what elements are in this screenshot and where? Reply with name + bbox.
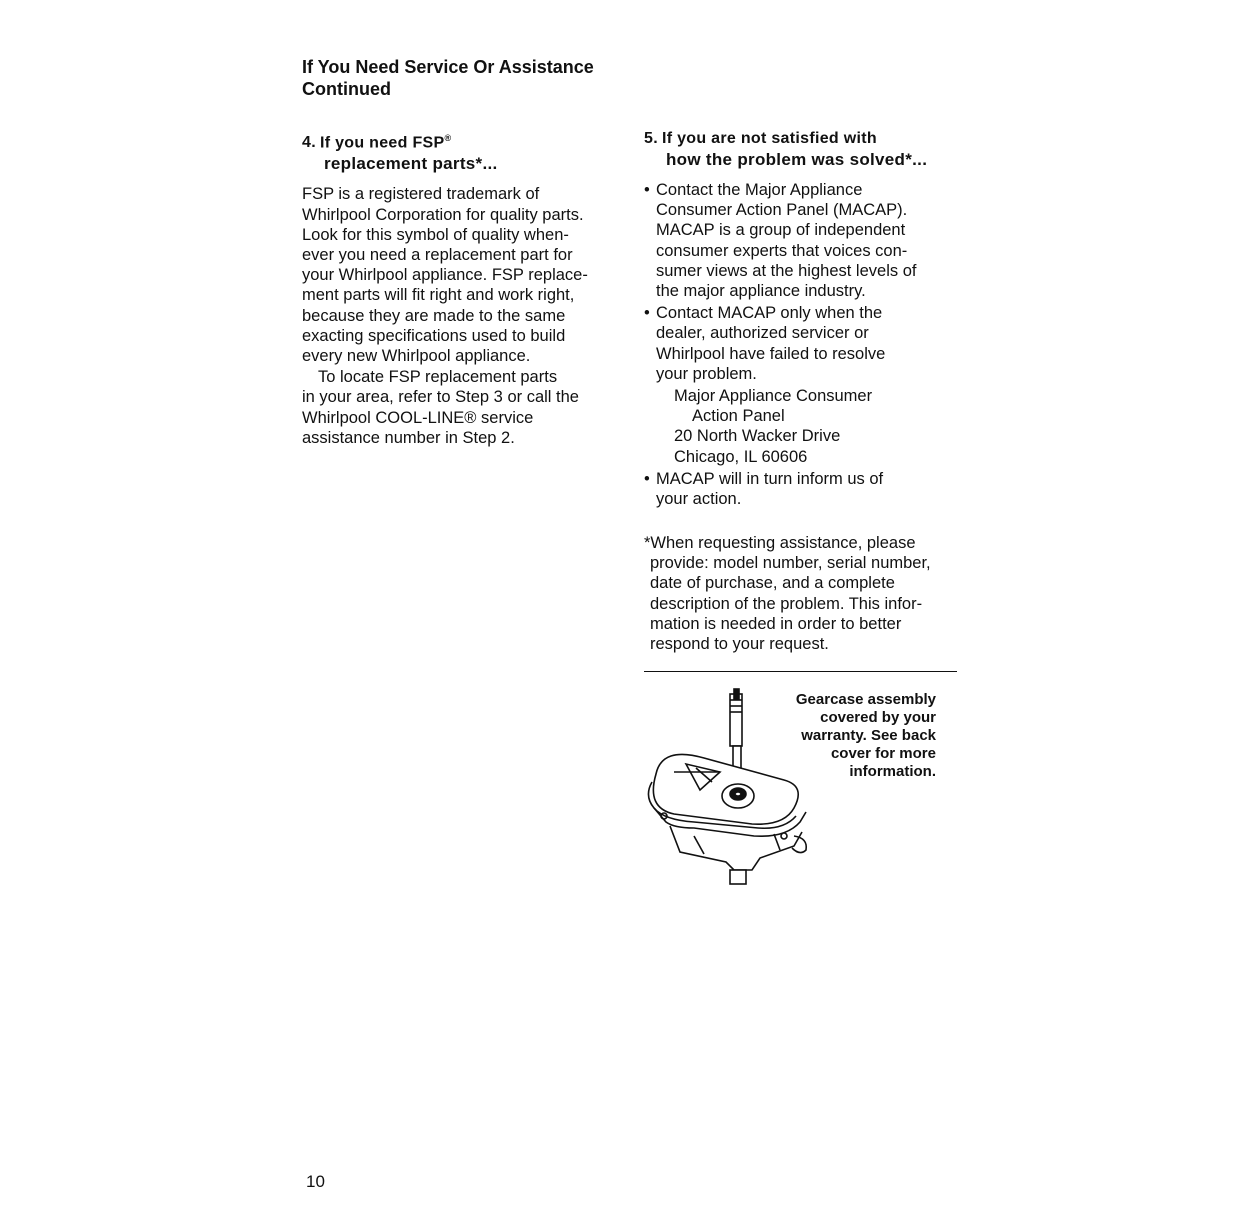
body-line: exacting specifications used to build bbox=[302, 326, 566, 345]
section-5-title-line2: how the problem was solved*... bbox=[666, 150, 928, 169]
note-line: *When requesting assistance, please bbox=[644, 534, 916, 552]
bullet-line: the major appliance industry. bbox=[656, 282, 866, 301]
body-line: your Whirlpool appliance. FSP replace- bbox=[302, 266, 588, 285]
page-header bbox=[302, 56, 594, 100]
assistance-footnote bbox=[644, 533, 959, 654]
gearcase-caption bbox=[770, 691, 936, 781]
note-line: date of purchase, and a complete bbox=[650, 574, 895, 593]
address-line: Major Appliance Consumer bbox=[674, 387, 873, 406]
section-4-title-line1: If you need FSP bbox=[319, 134, 445, 152]
address-line: Chicago, IL 60606 bbox=[674, 447, 808, 466]
bullet-line: Consumer Action Panel (MACAP). bbox=[656, 201, 908, 220]
body-line: assistance number in Step 2. bbox=[302, 428, 515, 447]
note-line: provide: model number, serial number, bbox=[650, 554, 931, 573]
section-5-number: 5. bbox=[644, 130, 658, 147]
bullet-line: sumer views at the highest levels of bbox=[656, 261, 917, 280]
bullet-line: your action. bbox=[656, 490, 742, 509]
bullet-line: • Contact the Major Appliance bbox=[656, 181, 863, 199]
page-header-continued: Continued bbox=[302, 79, 391, 99]
section-5-heading bbox=[644, 128, 964, 170]
caption-line: information. bbox=[849, 763, 936, 780]
bullet-line: consumer experts that voices con- bbox=[656, 241, 908, 260]
page-header-title: If You Need Service Or Assistance bbox=[302, 57, 594, 77]
body-line: ever you need a replacement part for bbox=[302, 245, 573, 264]
section-4-body bbox=[302, 184, 622, 366]
registered-mark: ® bbox=[444, 133, 452, 143]
section-4-title-line2: replacement parts*... bbox=[324, 154, 498, 174]
caption-line: cover for more bbox=[830, 745, 936, 762]
address-line: Action Panel bbox=[692, 407, 785, 426]
bullet-line: dealer, authorized servicer or bbox=[656, 324, 869, 343]
section-5 bbox=[644, 128, 964, 511]
body-line: FSP is a registered trademark of bbox=[302, 185, 540, 204]
bullet-line: MACAP is a group of independent bbox=[656, 221, 906, 240]
section-4-body-2 bbox=[302, 367, 622, 448]
section-5-title-line1: If you are not satisfied with bbox=[661, 130, 877, 147]
body-line: because they are made to the same bbox=[302, 306, 566, 325]
body-line: every new Whirlpool appliance. bbox=[302, 346, 531, 365]
list-item bbox=[644, 469, 964, 509]
list-item bbox=[644, 303, 964, 384]
section-4-number: 4. bbox=[302, 134, 316, 152]
page-number: 10 bbox=[306, 1172, 325, 1191]
divider bbox=[644, 671, 957, 672]
bullet-line: • Contact MACAP only when the bbox=[656, 304, 883, 323]
body-line: Whirlpool COOL-LINE® service bbox=[302, 408, 534, 427]
address-line: 20 North Wacker Drive bbox=[674, 427, 841, 446]
note-line: description of the problem. This infor- bbox=[650, 594, 923, 613]
macap-address bbox=[644, 386, 964, 467]
section-4-heading bbox=[302, 128, 622, 174]
note-line: mation is needed in order to better bbox=[650, 614, 902, 633]
body-line: Whirlpool Corporation for quality parts. bbox=[302, 205, 584, 224]
bullet-line: • MACAP will in turn inform us of bbox=[656, 469, 884, 488]
body-line: ment parts will fit right and work right, bbox=[302, 286, 575, 305]
caption-line: covered by your bbox=[820, 709, 936, 726]
body-line: Look for this symbol of quality when- bbox=[302, 225, 569, 244]
body-line: in your area, refer to Step 3 or call the bbox=[302, 388, 579, 407]
caption-line: warranty. See back bbox=[801, 727, 936, 744]
bullet-line: Whirlpool have failed to resolve bbox=[656, 344, 886, 363]
bullet-line: your problem. bbox=[656, 364, 757, 383]
list-item bbox=[644, 180, 964, 301]
body-line: To locate FSP replacement parts bbox=[318, 368, 558, 387]
caption-line: Gearcase assembly bbox=[795, 691, 936, 708]
section-4 bbox=[302, 128, 622, 448]
note-line: respond to your request. bbox=[650, 635, 829, 654]
